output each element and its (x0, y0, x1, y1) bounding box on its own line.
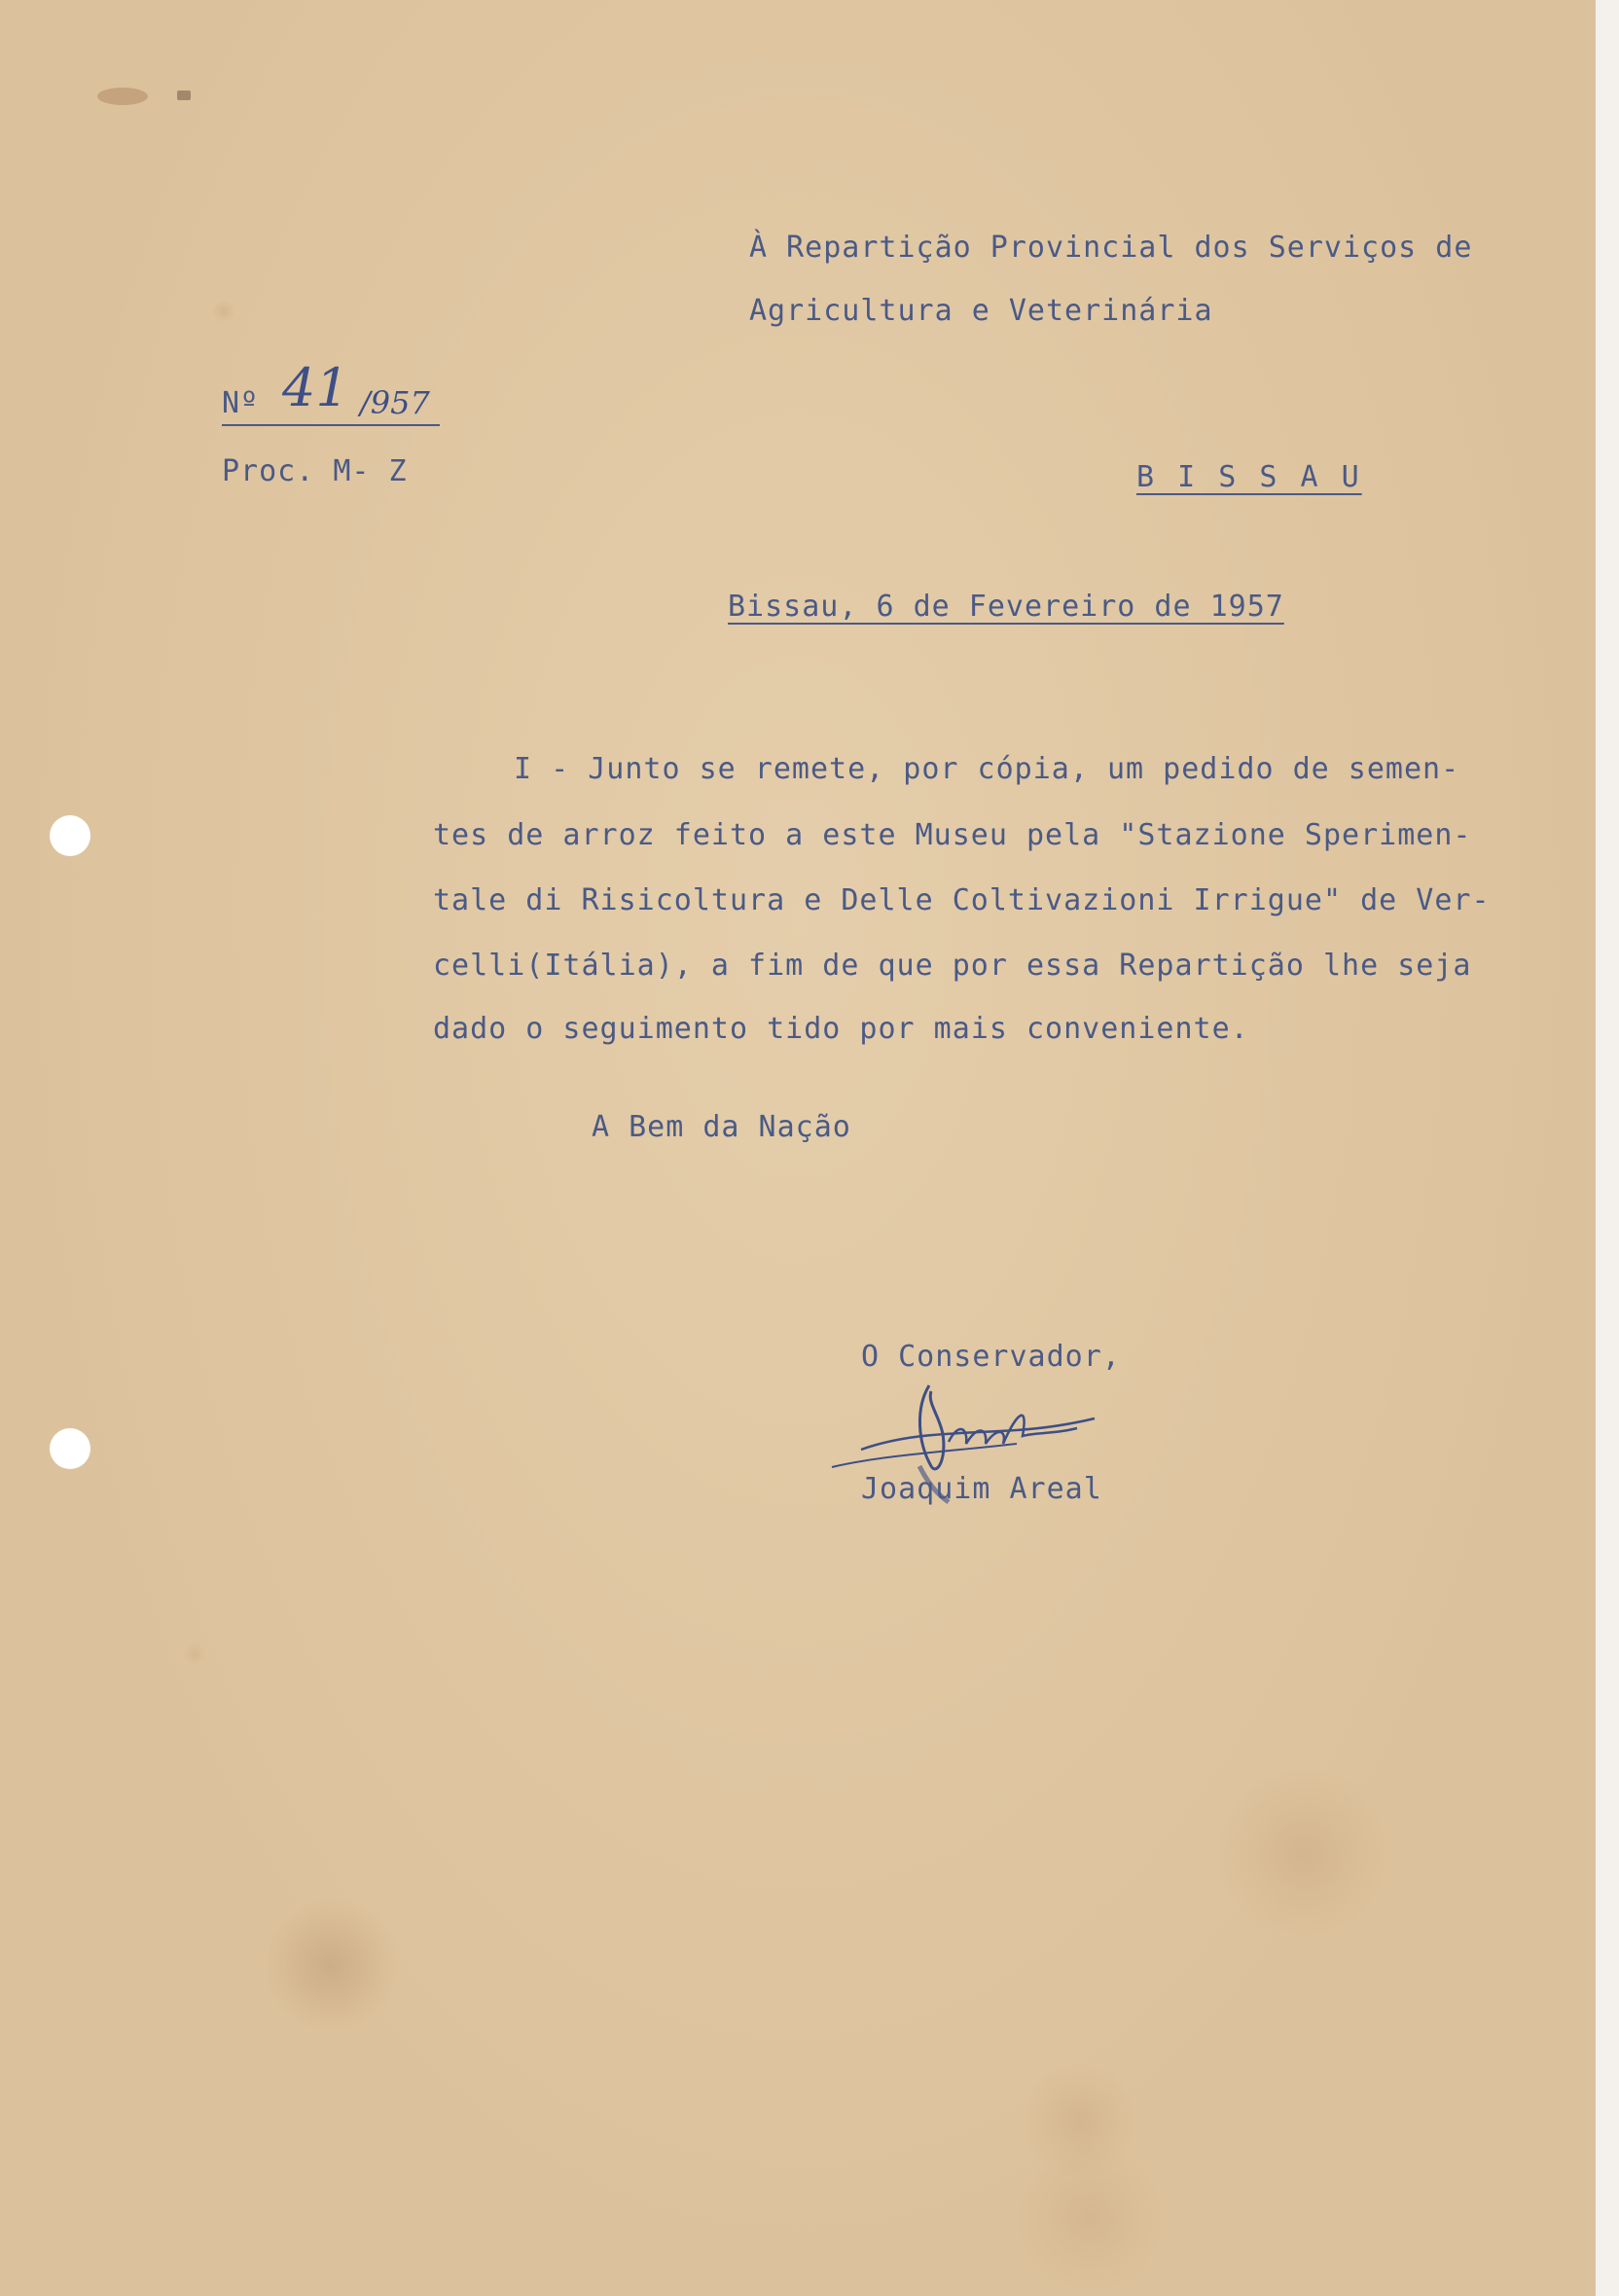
reference-number-prefix: Nº (222, 386, 260, 420)
addressee-line-2: Agricultura e Veterinária (749, 294, 1213, 328)
body-line-1: I - Junto se remete, por cópia, um pedido de semen- (514, 752, 1460, 786)
staple-mark (93, 80, 200, 113)
reference-number (222, 357, 440, 426)
punch-hole-top (50, 815, 90, 856)
signatory-name: Joaquim Areal (861, 1472, 1102, 1506)
punch-hole-bottom (50, 1428, 90, 1469)
body-line-2: tes de arroz feito a este Museu pela "Stazione Sperimen- (433, 818, 1472, 852)
closing-salutation: A Bem da Nação (592, 1110, 851, 1144)
scan-edge (1596, 0, 1619, 2296)
body-line-5: dado o seguimento tido por mais conveniente. (433, 1012, 1249, 1046)
process-reference: Proc. M- Z (222, 454, 408, 488)
reference-number-year: /957 (360, 384, 430, 421)
body-line-4: celli(Itália), a fim de que por essa Repartição lhe seja (433, 949, 1472, 983)
destination-city: B I S S A U (1136, 460, 1362, 494)
body-line-3: tale di Risicoltura e Delle Coltivazioni Irrigue" de Ver- (433, 883, 1491, 917)
date-line: Bissau, 6 de Fevereiro de 1957 (728, 590, 1284, 624)
signatory-title: O Conservador, (861, 1340, 1121, 1374)
addressee-line-1: À Repartição Provincial dos Serviços de (749, 231, 1473, 265)
reference-number-handwritten: 41 (282, 357, 349, 418)
